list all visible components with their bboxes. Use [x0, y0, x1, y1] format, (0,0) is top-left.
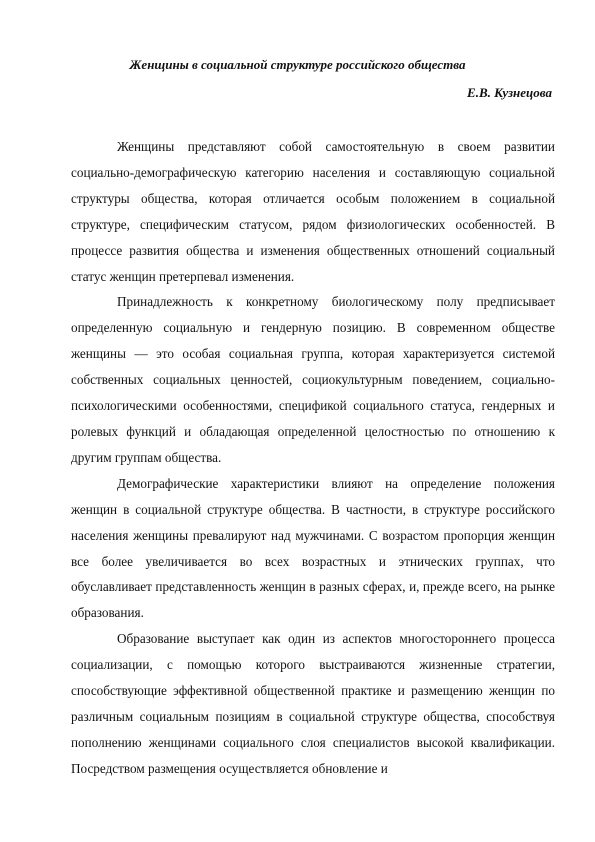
- document-body: [71, 134, 555, 782]
- document-title: Женщины в социальной структуре российского общества: [129, 57, 466, 72]
- paragraph: Принадлежность к конкретному биологическому полу предписывает определенную социальную и гендерную позицию. В современном обществе женщины — это особая социальная группа, которая характеризуется системой собственных социальных ценностей, социокультурным поведением, социально-психологическими особенностями, спецификой социального статуса, гендерных и ролевых функций и обладающая определенной целостностью по отношению к другим группам общества.: [71, 294, 555, 465]
- paragraph: Женщины представляют собой самостоятельную в своем развитии социально-демографическую категорию населения и составляющую социальной структуры общества, которая отличается особым положением в социальной структуре, специфическим статусом, рядом физиологических особенностей. В процессе развития общества и изменения общественных отношений социальный статус женщин претерпевал изменения.: [71, 139, 555, 284]
- paragraph: Образование выступает как один из аспектов многостороннего процесса социализации, с помощью которого выстраиваются жизненные стратегии, способствующие эффективной общественной практике и размещению женщин по различным социальным позициям в социальной структуре общества, способствуя пополнению женщинами социального слоя специалистов высокой квалификации. Посредством размещения осуществляется обновление и: [71, 631, 555, 776]
- author-name: Е.В. Кузнецова: [467, 85, 552, 100]
- paragraph: Демографические характеристики влияют на определение положения женщин в социальной структуре общества. В частности, в структуре российского населения женщины превалируют над мужчинами. С возрастом пропорция женщин все более увеличивается во всех возрастных и этнических группах, что обуславливает представленность женщин в разных сферах, и, прежде всего, на рынке образования.: [71, 475, 555, 621]
